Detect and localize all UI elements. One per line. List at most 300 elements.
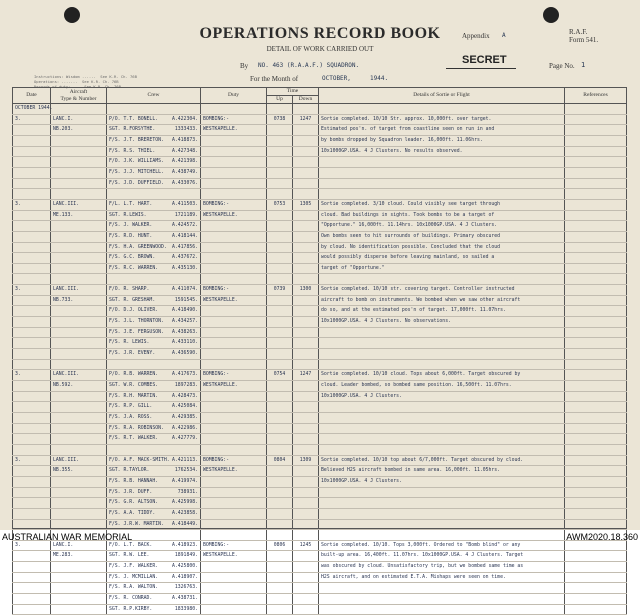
appendix-value: A xyxy=(502,32,506,39)
entry-time-up-cell xyxy=(267,327,293,338)
entry-references-cell xyxy=(565,189,627,200)
entry-details-cell xyxy=(319,167,565,178)
entry-duty-cell xyxy=(201,381,267,392)
entry-duty-cell xyxy=(201,402,267,413)
table-row xyxy=(13,221,627,232)
entry-crew-cell xyxy=(107,263,201,274)
entry-aircraft-cell xyxy=(51,412,107,423)
entry-crew-cell xyxy=(107,104,201,115)
entry-crew-cell xyxy=(107,146,201,157)
page-number-label: Page No. xyxy=(549,62,575,70)
table-row xyxy=(13,306,627,317)
table-row xyxy=(13,199,627,210)
table-row xyxy=(13,349,627,360)
table-row xyxy=(13,125,627,136)
entry-details-cell xyxy=(319,359,565,370)
entry-details-cell xyxy=(319,317,565,328)
entry-date-cell xyxy=(13,178,51,189)
entry-date-cell xyxy=(13,370,51,381)
entry-references-cell xyxy=(565,253,627,264)
entry-duty-cell xyxy=(201,498,267,509)
entry-time-down-cell xyxy=(293,498,319,509)
header-aircraft: Aircraft Type & Number xyxy=(51,88,107,104)
table-row xyxy=(13,274,627,285)
entry-date-cell xyxy=(13,125,51,136)
entry-references-cell xyxy=(565,221,627,232)
table-row xyxy=(13,583,627,594)
entry-details: would possibly disperse before leaving mainland, so sailed a xyxy=(321,255,495,261)
entry-details: Sortie completed. 10/10. Tops 3,000ft. Ordered to "Bomb blind" or any xyxy=(321,542,521,548)
entry-aircraft-cell xyxy=(51,583,107,594)
crew-service-number: A.418449. xyxy=(172,521,198,527)
entry-aircraft: NB.203. xyxy=(53,127,74,133)
entry-aircraft-cell xyxy=(51,199,107,210)
entry-crew-cell xyxy=(107,562,201,573)
entry-date-cell xyxy=(13,104,51,115)
entry-aircraft: LANC.III. xyxy=(53,201,79,207)
entry-date-cell xyxy=(13,402,51,413)
table-row xyxy=(13,487,627,498)
entry-details-cell xyxy=(319,189,565,200)
entry-crew-cell xyxy=(107,167,201,178)
entry-time-up-cell xyxy=(267,551,293,562)
year-value: 1944. xyxy=(370,75,389,82)
entry-time-up-cell xyxy=(267,594,293,605)
entry-aircraft: LANC.I. xyxy=(53,116,74,122)
month-value: OCTOBER, xyxy=(322,75,351,82)
entry-aircraft-cell xyxy=(51,594,107,605)
entry-time-down-cell xyxy=(293,444,319,455)
table-row xyxy=(13,285,627,296)
crew-service-number: A.438731. xyxy=(172,596,198,602)
entry-time-up-cell xyxy=(267,455,293,466)
crew-member-name: F/S. R. LEWIS. xyxy=(109,340,150,346)
entry-time-down-cell xyxy=(293,263,319,274)
entry-details-cell xyxy=(319,210,565,221)
crew-service-number: 1762534. xyxy=(174,468,198,474)
entry-details-cell xyxy=(319,434,565,445)
entry-details: Sortie completed. 10/10 cloud. Tops about 6,000ft. Target obscured by xyxy=(321,372,521,378)
entry-time-up-cell xyxy=(267,423,293,434)
table-row xyxy=(13,338,627,349)
entry-aircraft-cell xyxy=(51,146,107,157)
crew-member-name: F/O. R. SHARP. xyxy=(109,287,150,293)
entry-time-down-cell xyxy=(293,530,319,541)
crew-service-number: A.425084. xyxy=(172,404,198,410)
entry-aircraft: NB.733. xyxy=(53,297,74,303)
entry-details: aircraft to bomb on instruments. We bombed when we saw other aircraft xyxy=(321,297,521,303)
entry-references-cell xyxy=(565,444,627,455)
entry-references-cell xyxy=(565,498,627,509)
entry-references-cell xyxy=(565,370,627,381)
entry-time-down-cell xyxy=(293,604,319,615)
entry-aircraft-cell xyxy=(51,423,107,434)
crew-service-number: A.421398. xyxy=(172,159,198,165)
table-row xyxy=(13,104,627,115)
entry-duty-cell xyxy=(201,167,267,178)
entry-duty-cell xyxy=(201,189,267,200)
entry-references-cell xyxy=(565,476,627,487)
crew-service-number: A.418144. xyxy=(172,233,198,239)
entry-crew-cell xyxy=(107,274,201,285)
entry-duty-cell xyxy=(201,317,267,328)
entry-time-down-cell xyxy=(293,242,319,253)
crew-service-number: A.427348. xyxy=(172,148,198,154)
entry-details-cell xyxy=(319,562,565,573)
table-row xyxy=(13,444,627,455)
entry-time-down-cell xyxy=(293,104,319,115)
crew-member-name: F/S. R.H. MARTIN. xyxy=(109,393,159,399)
entry-references-cell xyxy=(565,551,627,562)
entry-time-down-cell xyxy=(293,125,319,136)
entry-details-cell xyxy=(319,274,565,285)
entry-time-down-cell xyxy=(293,285,319,296)
entry-references-cell xyxy=(565,594,627,605)
crew-member-name: SGT. R.TAYLOR. xyxy=(109,468,150,474)
entry-duty: WESTKAPELLE. xyxy=(203,127,238,133)
crew-member-name: F/S. A.A. TIDDY. xyxy=(109,510,156,516)
entry-crew-cell xyxy=(107,434,201,445)
entry-crew-cell xyxy=(107,551,201,562)
entry-details-cell xyxy=(319,487,565,498)
crew-service-number: A.427779. xyxy=(172,436,198,442)
entry-details-cell xyxy=(319,572,565,583)
entry-time-up-cell xyxy=(267,167,293,178)
entry-time-up-cell xyxy=(267,114,293,125)
crew-member-name: F/S. G.C. BROWN. xyxy=(109,255,156,261)
entry-aircraft-cell xyxy=(51,370,107,381)
entry-time-down-cell xyxy=(293,370,319,381)
entry-time-down-cell xyxy=(293,359,319,370)
entry-time-up-cell xyxy=(267,476,293,487)
entry-crew-cell xyxy=(107,285,201,296)
entry-details-cell xyxy=(319,604,565,615)
entry-time-down-cell xyxy=(293,583,319,594)
entry-time-up-cell xyxy=(267,306,293,317)
entry-time-up-cell xyxy=(267,444,293,455)
table-row xyxy=(13,476,627,487)
entry-time-up: 0739 xyxy=(273,287,286,293)
entry-date-cell xyxy=(13,274,51,285)
entry-crew-cell xyxy=(107,178,201,189)
table-row xyxy=(13,391,627,402)
entry-crew-cell xyxy=(107,583,201,594)
entry-duty-cell xyxy=(201,306,267,317)
entry-time-down-cell xyxy=(293,306,319,317)
entry-date-cell xyxy=(13,167,51,178)
entry-time-up: 0806 xyxy=(273,542,286,548)
table-row xyxy=(13,508,627,519)
entry-time-down-cell xyxy=(293,476,319,487)
crew-service-number: 1721189. xyxy=(174,212,198,218)
entry-time-down-cell xyxy=(293,455,319,466)
entry-time-up-cell xyxy=(267,157,293,168)
entry-crew-cell xyxy=(107,242,201,253)
entry-aircraft-cell xyxy=(51,508,107,519)
instructions-note: Instructions: Wisdom ...... See K.R. Ch. 76B Operations: ....... See K.R. Ch. 76B Records of duty: ... See K.R. Ch. 76B xyxy=(34,74,137,89)
month-label: For the Month of xyxy=(250,75,299,83)
entry-time-up-cell xyxy=(267,381,293,392)
entry-crew-cell xyxy=(107,423,201,434)
entry-duty: WESTKAPELLE. xyxy=(203,212,238,218)
entry-details-cell xyxy=(319,306,565,317)
entry-time-down-cell xyxy=(293,231,319,242)
entry-duty-cell xyxy=(201,540,267,551)
crew-service-number: A.429385. xyxy=(172,414,198,420)
entry-references-cell xyxy=(565,125,627,136)
entry-details-cell xyxy=(319,221,565,232)
table-row xyxy=(13,434,627,445)
entry-duty-cell xyxy=(201,455,267,466)
entry-duty-cell xyxy=(201,274,267,285)
entry-aircraft: LANC.III. xyxy=(53,457,79,463)
entry-aircraft-cell xyxy=(51,562,107,573)
entry-date-cell xyxy=(13,444,51,455)
entry-date-cell xyxy=(13,562,51,573)
crew-member-name: F/S. J.R.W. MARTIN. xyxy=(109,521,164,527)
entry-aircraft-cell xyxy=(51,604,107,615)
entry-details-cell xyxy=(319,412,565,423)
entry-time-up-cell xyxy=(267,253,293,264)
crew-service-number: A.436590. xyxy=(172,351,198,357)
entry-duty-cell xyxy=(201,242,267,253)
entry-crew-cell xyxy=(107,349,201,360)
entry-aircraft: ME.133. xyxy=(53,212,74,218)
crew-member-name: SGT. R. GRESHAM. xyxy=(109,297,156,303)
entry-time-down-cell xyxy=(293,199,319,210)
entry-duty-cell xyxy=(201,157,267,168)
entry-time-down-cell xyxy=(293,317,319,328)
crew-member-name: F/S. J.D. DUFFIELD. xyxy=(109,180,164,186)
crew-member-name: F/S. J. MCMILLAN. xyxy=(109,574,159,580)
crew-service-number: A.423858. xyxy=(172,510,198,516)
crew-member-name: F/S. R. CONRAD. xyxy=(109,596,153,602)
crew-member-name: F/S. J.L. THORNTON. xyxy=(109,319,164,325)
entry-crew-cell xyxy=(107,370,201,381)
entry-date: 3. xyxy=(15,372,21,378)
entry-details-cell xyxy=(319,242,565,253)
entry-date-cell xyxy=(13,583,51,594)
entry-duty-cell xyxy=(201,604,267,615)
crew-member-name: F/O. A.F. MACK-SMITH. xyxy=(109,457,170,463)
entry-references-cell xyxy=(565,338,627,349)
entry-aircraft-cell xyxy=(51,189,107,200)
crew-member-name: F/S. J. WALKER. xyxy=(109,223,153,229)
entry-details-cell xyxy=(319,253,565,264)
entry-date-cell xyxy=(13,263,51,274)
entry-crew-cell xyxy=(107,327,201,338)
entry-aircraft-cell xyxy=(51,381,107,392)
entry-date: 3. xyxy=(15,116,21,122)
entry-references-cell xyxy=(565,157,627,168)
entry-details: cloud. Bad buildings in sights. Took bombs to be a target of xyxy=(321,212,495,218)
table-row xyxy=(13,455,627,466)
entry-aircraft-cell xyxy=(51,114,107,125)
entry-aircraft-cell xyxy=(51,295,107,306)
entry-details: Sortie completed. 10/10 str. covering target. Controller instructed xyxy=(321,287,515,293)
crew-service-number: A.433076. xyxy=(172,180,198,186)
entry-time-up-cell xyxy=(267,135,293,146)
entry-references-cell xyxy=(565,104,627,115)
entry-duty-cell xyxy=(201,508,267,519)
entry-details-cell xyxy=(319,104,565,115)
entry-time-up-cell xyxy=(267,434,293,445)
entry-details: 10x1000GP.USA. 4 J Clusters. No observations. xyxy=(321,319,451,325)
entry-details: H2S aircraft, and on estimated E.T.A. Mishaps were seen on time. xyxy=(321,574,506,580)
entry-details: Believed H2S aircraft bombed in same area. 16,000ft. 11.05hrs. xyxy=(321,468,501,474)
entry-details: do so, and at the estimated pos'n of target. 17,000ft. 11.07hrs. xyxy=(321,308,506,314)
crew-member-name: F/S. R.P. GILL. xyxy=(109,404,153,410)
entry-references-cell xyxy=(565,508,627,519)
entry-details-cell xyxy=(319,381,565,392)
entry-details: 10x1000GP.USA. 4 J Clusters. xyxy=(321,393,402,399)
entry-references-cell xyxy=(565,210,627,221)
entry-date: 3. xyxy=(15,457,21,463)
entry-duty-cell xyxy=(201,434,267,445)
entry-time-up-cell xyxy=(267,317,293,328)
crew-service-number: A.428473. xyxy=(172,393,198,399)
entry-time-up-cell xyxy=(267,604,293,615)
table-row xyxy=(13,412,627,423)
entry-time-up-cell xyxy=(267,125,293,136)
entry-details-cell xyxy=(319,263,565,274)
entry-crew-cell xyxy=(107,157,201,168)
entry-details-cell xyxy=(319,135,565,146)
entry-crew-cell xyxy=(107,572,201,583)
punch-hole xyxy=(64,7,80,23)
header-time: Time xyxy=(267,88,319,96)
crew-member-name: F/S. R.D. HUNT. xyxy=(109,233,153,239)
entry-date-cell xyxy=(13,221,51,232)
entry-aircraft-cell xyxy=(51,253,107,264)
entry-date-cell xyxy=(13,157,51,168)
entry-time-down-cell xyxy=(293,412,319,423)
entry-date-cell xyxy=(13,242,51,253)
entry-duty: BOMBING:- xyxy=(203,542,229,548)
crew-member-name: F/S. R.A. ROBINSON. xyxy=(109,425,164,431)
archive-reference: AWM2020.18.360 xyxy=(566,532,638,542)
entry-date-cell xyxy=(13,295,51,306)
entry-date: 3. xyxy=(15,287,21,293)
entry-time-down: 1245 xyxy=(299,542,312,548)
table-row xyxy=(13,402,627,413)
entry-crew-cell xyxy=(107,604,201,615)
entry-details: by bombs dropped by Squadron leader. 16,000ft. 11.06hrs. xyxy=(321,137,483,143)
entry-references-cell xyxy=(565,317,627,328)
entry-duty-cell xyxy=(201,285,267,296)
entry-date-cell xyxy=(13,285,51,296)
entry-details-cell xyxy=(319,157,565,168)
entry-time-down-cell xyxy=(293,167,319,178)
entry-details-cell xyxy=(319,285,565,296)
crew-member-name: SGT. R.P.KIRBY. xyxy=(109,606,153,612)
entry-crew-cell xyxy=(107,466,201,477)
entry-date-cell xyxy=(13,317,51,328)
entry-time-up-cell xyxy=(267,391,293,402)
entry-crew-cell xyxy=(107,199,201,210)
entry-references-cell xyxy=(565,274,627,285)
crew-service-number: A.419974. xyxy=(172,478,198,484)
entry-details: "Opportune." 16,000ft. 11.14hrs. 10x1000GP.USA. 4 J Clusters. xyxy=(321,223,498,229)
entry-date-cell xyxy=(13,349,51,360)
table-row xyxy=(13,210,627,221)
entry-details-cell xyxy=(319,391,565,402)
entry-duty-cell xyxy=(201,146,267,157)
entry-aircraft-cell xyxy=(51,466,107,477)
table-row xyxy=(13,594,627,605)
entry-duty-cell xyxy=(201,199,267,210)
entry-date: 3. xyxy=(15,201,21,207)
entry-time-up-cell xyxy=(267,487,293,498)
table-row xyxy=(13,242,627,253)
entry-references-cell xyxy=(565,135,627,146)
entry-time-down-cell xyxy=(293,508,319,519)
entry-crew-cell xyxy=(107,253,201,264)
entry-aircraft: LANC.III. xyxy=(53,372,79,378)
crew-service-number: A.418907. xyxy=(172,574,198,580)
entry-duty: BOMBING:- xyxy=(203,287,229,293)
entry-duty: BOMBING:- xyxy=(203,457,229,463)
entry-time-up: 0738 xyxy=(273,116,286,122)
header-references: References xyxy=(565,88,627,104)
entry-aircraft-cell xyxy=(51,444,107,455)
entry-crew-cell xyxy=(107,306,201,317)
entry-time-down-cell xyxy=(293,402,319,413)
entry-date-cell xyxy=(13,487,51,498)
entry-duty: WESTKAPELLE. xyxy=(203,297,238,303)
crew-service-number: A.418873. xyxy=(172,137,198,143)
crew-member-name: SGT. R.FORSYTHE. xyxy=(109,127,156,133)
entry-duty-cell xyxy=(201,487,267,498)
entry-aircraft-cell xyxy=(51,476,107,487)
entry-time-up-cell xyxy=(267,231,293,242)
entry-time-up-cell xyxy=(267,189,293,200)
entry-time-up-cell xyxy=(267,285,293,296)
entry-time-down-cell xyxy=(293,135,319,146)
entry-duty-cell xyxy=(201,594,267,605)
crew-member-name: F/S. R.A. WALTON. xyxy=(109,585,159,591)
table-row xyxy=(13,381,627,392)
entry-aircraft-cell xyxy=(51,178,107,189)
entry-aircraft-cell xyxy=(51,157,107,168)
entry-references-cell xyxy=(565,242,627,253)
table-row xyxy=(13,423,627,434)
entry-details: was obscured by cloud. Unsatisfactory trip, but we bombed same time as xyxy=(321,564,524,570)
entry-duty-cell xyxy=(201,125,267,136)
entry-details-cell xyxy=(319,455,565,466)
crew-member-name: F/S. J.J. MITCHELL. xyxy=(109,169,164,175)
entry-references-cell xyxy=(565,466,627,477)
header-crew: Crew xyxy=(107,88,201,104)
entry-duty-cell xyxy=(201,391,267,402)
entry-references-cell xyxy=(565,146,627,157)
entry-crew-cell xyxy=(107,476,201,487)
entry-duty-cell xyxy=(201,423,267,434)
crew-service-number: A.418490. xyxy=(172,308,198,314)
entry-date-cell xyxy=(13,146,51,157)
entry-time-down-cell xyxy=(293,274,319,285)
entry-crew-cell xyxy=(107,114,201,125)
entry-aircraft-cell xyxy=(51,274,107,285)
entry-duty-cell xyxy=(201,583,267,594)
entry-references-cell xyxy=(565,572,627,583)
entry-duty-cell xyxy=(201,466,267,477)
form-title: OPERATIONS RECORD BOOK xyxy=(199,25,441,42)
entry-time-up-cell xyxy=(267,540,293,551)
entry-time-down-cell xyxy=(293,295,319,306)
entry-duty-cell xyxy=(201,370,267,381)
entry-date-cell xyxy=(13,423,51,434)
